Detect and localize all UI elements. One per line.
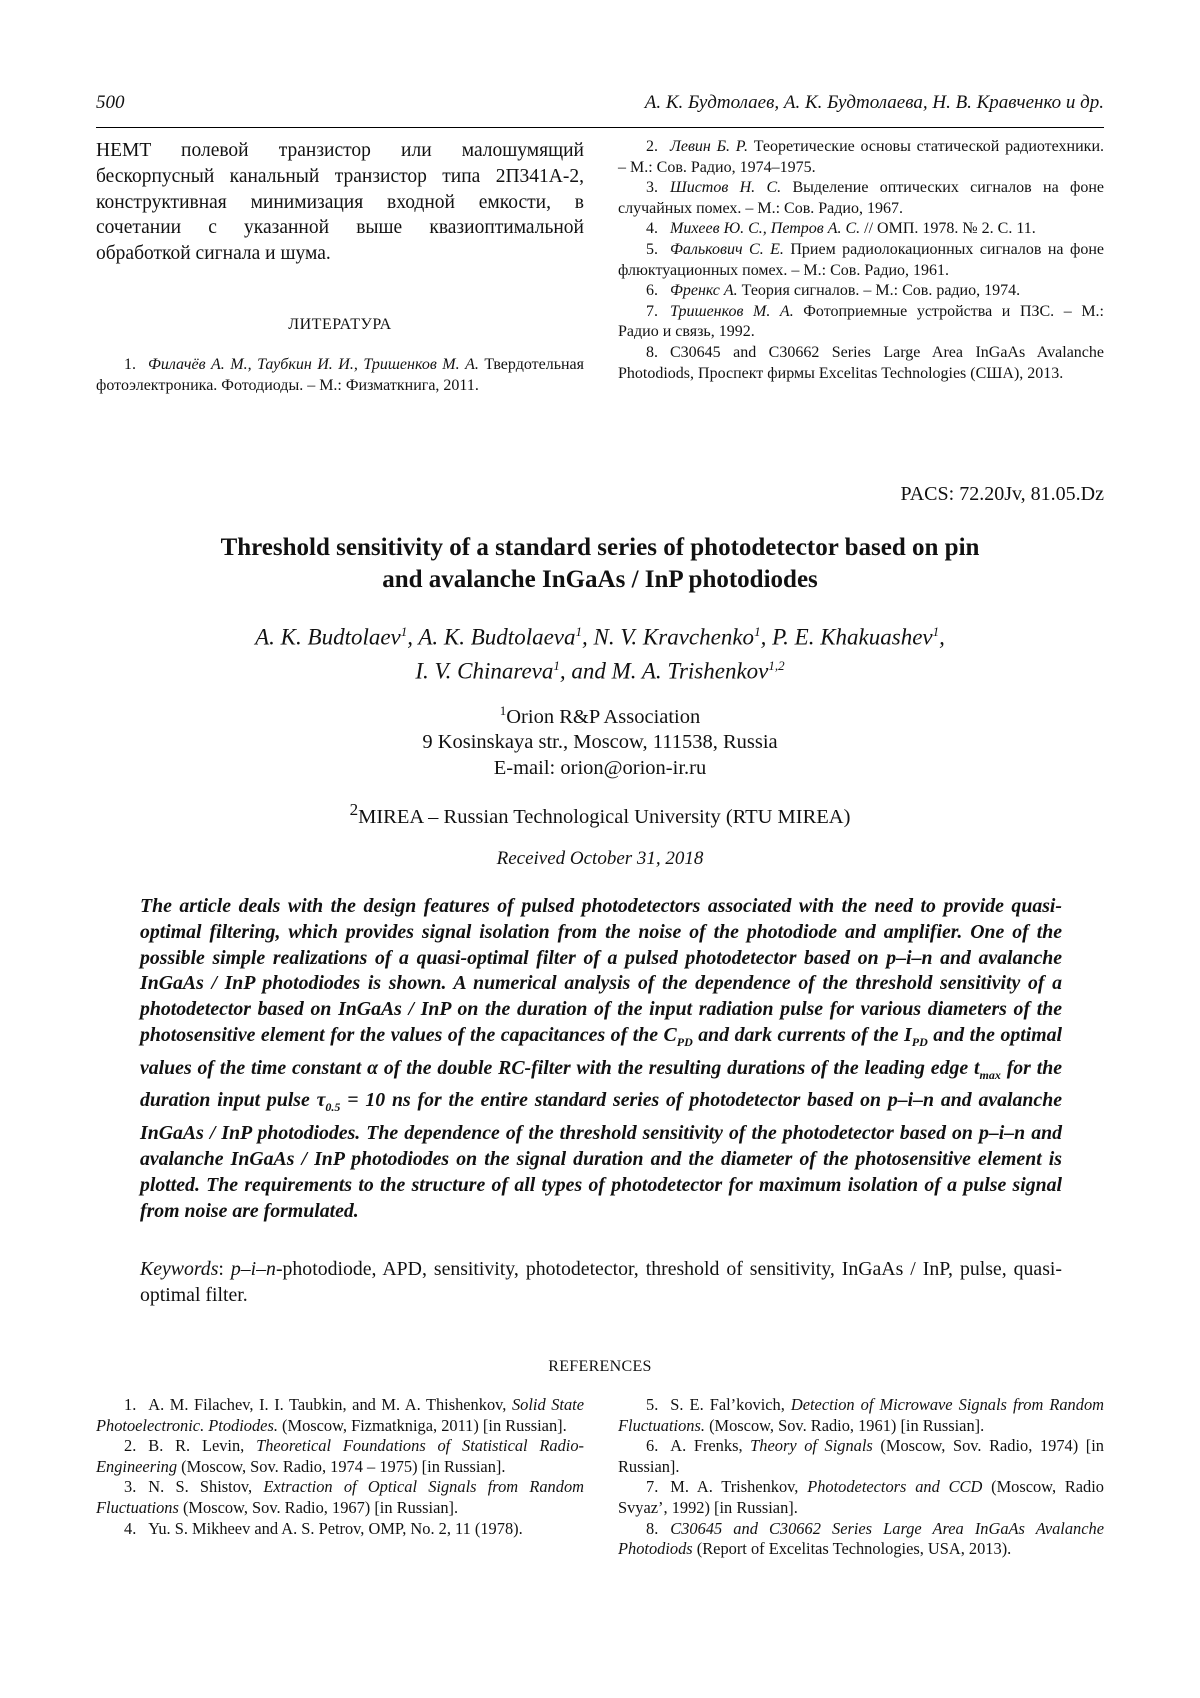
reference-8: 8. C30645 and C30662 Series Large Area InGaAs Avalanche Photodiods (Report of Excelitas Technologies, USA, 2013). [618,1518,1104,1559]
authors-line-1: A. K. Budtolaev$^1$, A. K. Budtolaeva$^1$, N. V. Kravchenko$^1$, P. E. Khakuashev$^1$, [255,624,945,650]
author-4: P. E. Khakuashev [772,624,933,650]
authors-line-2: I. V. Chinareva$^1$, and M. A. Trishenkov$^{1,2}$ [415,657,785,684]
references-heading: REFERENCES [548,1358,652,1375]
russian-paragraph: HEMT полевой транзистор или малошумящий бескорпусный канальный транзистор типа 2П341А-2, конструктивная минимизация входной емкости, в сочетании с указанной выше квазиоптимальной обработкой сигнала и шума. [96,140,584,265]
keywords-label: Keywords [140,1258,219,1280]
reference-2: 2. B. R. Levin, Theoretical Foundations of Statistical Radio-Engineering (Moscow, Sov. Radio, 1974 – 1975) [in Russian]. [96,1436,584,1476]
author-6: M. A. Trishenkov [611,658,769,684]
literature-heading: ЛИТЕРАТУРА [288,316,392,333]
title-line-2: and avalanche InGaAs / InP photodiodes [382,566,818,593]
references-right-column [618,1395,1104,1560]
author-1: A. K. Budtolaev [255,624,401,650]
affiliation-1-name: Orion R&P Association [506,705,701,728]
russian-ref-5: 5. Фалькович С. Е. Прием радиолокационных сигналов на фоне флюктуационных помех. – М.: Сов. Радио, 1961. [618,240,1104,279]
reference-4: 4. Yu. S. Mikheev and A. S. Petrov, OMP, No. 2, 11 (1978). [124,1518,523,1538]
pacs-codes: PACS: 72.20Jv, 81.05.Dz [900,483,1104,505]
running-header [96,92,1104,118]
affiliation-2: $^2$MIREA – Russian Technological University (RTU MIREA) [349,800,851,828]
author-5: I. V. Chinareva [415,658,554,684]
russian-ref-7: 7. Тришенков М. А. Фотоприемные устройства и ПЗС. – М.: Радио и связь, 1992. [618,302,1105,341]
header-rule [96,127,1104,128]
abstract: The article deals with the design features of pulsed photodetectors associated with the need to provide quasi-optimal filtering, which provides signal isolation from the noise of the photodiode and amplifier. One of the possible simple realizations of a quasi-optimal filter of a pulsed photodetector based on p–i–n and avalanche InGaAs / InP photodiodes is shown. A numerical analysis of the dependence of the threshold sensitivity of a photodetector based on InGaAs / InP on the duration of the input radiation pulse for various diameters of the photosensitive element for the values of the capacitances of the $C_{PD}$ and dark currents of the $I_{PD}$ and the optimal values of the time constant α of the double RC-filter with the resulting durations of the leading edge $t_{max}$ for the duration input pulse $\tau_{0.5} = 10$ ns for the entire standard series of photodetector based on p–i–n and avalanche InGaAs / InP photodiodes. The dependence of the threshold sensitivity of the photodetector based on p–i–n and avalanche InGaAs / InP photodiodes on the signal duration and the diameter of the photosensitive element is plotted. The requirements to the structure of all types of photodetector for maximum isolation of a pulse signal from noise are formulated. [140,895,1063,1222]
russian-ref-6: 6. Френкс А. Теория сигналов. – М.: Сов. радио, 1974. [646,282,1021,300]
page-number: 500 [96,92,125,113]
russian-ref-8: 8. C30645 and C30662 Series Large Area InGaAs Avalanche Photodiods, Проспект фирмы Excelitas Technologies (США), 2013. [618,343,1104,382]
title-line-1: Threshold sensitivity of a standard series of photodetector based on pin [220,534,980,561]
references-left-column [96,1395,584,1539]
keywords: Keywords: p–i–n-photodiode, APD, sensitivity, photodetector, threshold of sensitivity, InGaAs / InP, pulse, quasi-optimal filter. [140,1258,1062,1306]
russian-references-right [618,137,1104,384]
author-list [96,618,1104,685]
russian-conclusion [96,138,584,267]
author-2: A. K. Budtolaeva [418,624,576,650]
tau-symbol: τ [316,1089,326,1112]
russian-ref-3: 3. Шистов Н. С. Выделение оптических сигналов на фоне случайных помех. – М.: Сов. Радио, 1967. [618,179,1105,217]
russian-ref-4: 4. Михеев Ю. С., Петров А. С. // ОМП. 1978. № 2. С. 11. [646,220,1036,238]
reference-3: 3. N. S. Shistov, Extraction of Optical Signals from Random Fluctuations (Moscow, Sov. Radio, 1967) [in Russian]. [96,1477,584,1517]
affiliation-1: $^1$Orion R&P Association 9 Kosinskaya str., Moscow, 111538, Russia E-mail: orion@orion-ir.ru [96,698,1104,781]
received-date: Received October 31, 2018 [496,848,704,869]
affiliation-2-name: MIREA – Russian Technological University (RTU MIREA) [358,805,851,828]
running-authors: А. К. Будтолаев, А. К. Будтолаева, Н. В. Кравченко и др. [644,92,1104,113]
author-3: N. V. Kravchenko [593,624,755,650]
reference-7: 7. M. A. Trishenkov, Photodetectors and CCD (Moscow, Radio Svyaz’, 1992) [in Russian]. [618,1477,1104,1517]
article-title [96,532,1104,596]
reference-5: 5. S. E. Fal’kovich, Detection of Microwave Signals from Random Fluctuations. (Moscow, Sov. Radio, 1961) [in Russian]. [618,1395,1104,1435]
russian-references-left [96,355,584,396]
russian-ref-2: 2. Левин Б. Р. Теоретические основы статической радиотехники. – М.: Сов. Радио, 1974–1975. [618,138,1105,176]
reference-6: 6. A. Frenks, Theory of Signals (Moscow, Sov. Radio, 1974) [in Russian]. [618,1436,1104,1476]
reference-1: 1. A. M. Filachev, I. I. Taubkin, and M. A. Thishenkov, Solid State Photoelectronic. Ptodiodes. (Moscow, Fizmatkniga, 2011) [in Russian]. [96,1395,584,1435]
affiliation-1-email: E-mail: orion@orion-ir.ru [493,756,707,779]
affiliation-1-address: 9 Kosinskaya str., Moscow, 111538, Russia [422,731,778,754]
russian-ref-1: 1. Филачёв А. М., Таубкин И. И., Тришенков М. А. Твердотельная фотоэлектроника. Фотодиоды. – М.: Физматкнига, 2011. [96,356,585,394]
